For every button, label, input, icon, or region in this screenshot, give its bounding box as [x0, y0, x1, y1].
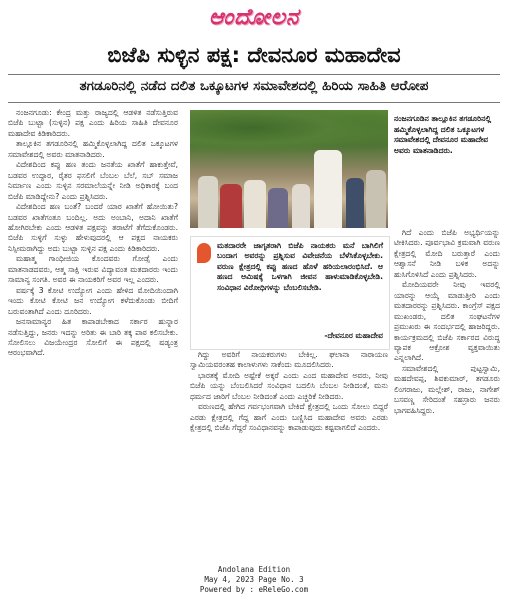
paragraph: ಗಿದ್ದು ಅವರಿಗೆ ನಾಯಕರುಗಳು ಬೇಕಿಲ್ಲ. ಘಲಾನಾ ನಾರಾಯಣ ಸ್ವಾಮಿಯವರಂತಹ ಕಾಲಾಳುಗಳು ಸಾಕೆಂದು ಮೂದಲಿಸಿದರು. [190, 350, 388, 370]
pull-quote-attribution: -ದೇವನೂರ ಮಹಾದೇವ [324, 331, 383, 340]
footer-powered-by: Powered by : eReleGo.com [199, 585, 309, 594]
subheadline-divider [8, 102, 500, 103]
article-headline: ಬಿಜೆಪಿ ಸುಳ್ಳಿನ ಪಕ್ಷ: ದೇವನೂರ ಮಹಾದೇವ [107, 43, 401, 67]
photo-person [366, 170, 386, 228]
photo-person [292, 184, 310, 228]
photo-person [220, 184, 242, 228]
photo-person [244, 180, 266, 228]
event-photo [190, 110, 388, 228]
paragraph: ಗಿದೆ ಎಂದು ಬಿಜೆಪಿ ಅಭ್ಯರ್ಥಿಯನ್ನು ಟೀಕಿಸಿದರು. ಪೂರ್ವಭಾವಿ ಕ್ರಮವಾಗಿ ವರುಣ ಕ್ಷೇತ್ರದಲ್ಲಿ ಮೋದಿ ಬರುತ್ತಾರೆ ಎಂದು ಆಶ್ವಾಸನೆ ನೀಡಿ ಬಳಿಕ ಅದನ್ನು ಹುಸಿಗೊಳಿಸಿದೆ ಎಂದು ಪ್ರಶ್ನಿಸಿದರು. [394, 228, 500, 279]
photo-caption: ನಂಜನಗೂಡಿನ ತಾಲ್ಲೂಕಿನ ತಗಡೂರಿನಲ್ಲಿ ಹಮ್ಮಿಕೊಳ್ಳಲಾಗಿದ್ದ ದಲಿತ ಒಕ್ಕೂಟಗಳ ಸಮಾವೇಶದಲ್ಲಿ ದೇವನೂರ ಮಹಾದೇವ ಅವರು ಮಾತನಾಡಿದರು. [394, 114, 492, 155]
paragraph: ಭಾರತಕ್ಕೆ ಮೋದಿ ಅಷ್ಟೇಕೆ ಅಕ್ಕರೆ ಎಂದು ಎಂದ ಮಹಾದೇವ ಅವರು, ನೀವು ಬಿಜೆಪಿ ಯನ್ನು ಬೆಂಬಲಿಸಿದರೆ ಸಂವಿಧಾನ ಬದಲಿಸಿ ಬೆಂಬಲ ನೀಡಿದಂತೆ, ಮನು ಧರ್ಮದ ಜಾರಿಗೆ ಬೆಂಬಲ ನೀಡಿದಂತೆ ಎಂದು ಎಚ್ಚರಿಕೆ ನೀಡಿದರು. [190, 370, 388, 401]
headline-divider [8, 74, 500, 75]
footer-date-page: May 4, 2023 Page No. 3 [204, 575, 304, 584]
article-column-2 [190, 350, 388, 578]
photo-trees [190, 110, 388, 155]
paragraph: ನಂಜನಗೂಡು: ಕೇಂದ್ರ ಮತ್ತು ರಾಜ್ಯದಲ್ಲಿ ಆಡಳಿತ ನಡೆಸುತ್ತಿರುವ ಬಿಜೆಪಿ ಬುಟ್ಟಾ (ಸುಳ್ಳಿನ) ಪಕ್ಷ ಎಂದು ಹಿರಿಯ ಸಾಹಿತಿ ದೇವನೂರ ಮಹಾದೇವ ಕಿಡಿಕಾರಿದರು. [8, 108, 178, 138]
page-footer [0, 565, 508, 595]
pull-quote [190, 236, 390, 350]
paragraph: ವಿದೇಶದಿಂದ ಹಣ ಬಂತೆ? ಬಂದರೆ ಯಾರ ಖಾತೆಗೆ ಹೋಯಿತು? ಬಡವರ ಖಾತೆಗಂತೂ ಬಂದಿಲ್ಲ. ಅದು ಅಂಬಾನಿ, ಅದಾನಿ ಖಾತೆಗೆ ಹೋಗಿರಬೇಕು ಎಂದು ಆಡಳಿತ ಪಕ್ಷವನ್ನು ತರಾಟೆಗೆ ತೆಗೆದುಕೊಂಡರು. ಬಿಜೆಪಿ ಸುಳ್ಳಿಗೆ ಸುಳ್ಳು ಹೇಳುವುದರಲ್ಲಿ ಆ ಪಕ್ಷದ ನಾಯಕರು ನಿಸ್ಸೀಮರಾಗಿದ್ದು ಅದು ಬುಟ್ಟಾ ಸುಳ್ಳಿನ ಪಕ್ಷ ಎಂದು ಕಿಡಿಕಾರಿದರು. [8, 202, 178, 253]
article-column-3 [394, 228, 500, 578]
newspaper-logo: ಆಂದೋಲನ [208, 4, 300, 30]
article-column-1 [8, 108, 178, 578]
paragraph: ವಿದೇಶದಿಂದ ಕಪ್ಪು ಹಣ ತಂದು ಜನತೆಯ ಖಾತೆಗೆ ಹಾಕುತ್ತೇವೆ, ಬಡವರ ಉದ್ಧಾರ, ರೈತರ ಫಸಲಿಗೆ ಬೆಂಬಲ ಬೆಲೆ, ಸಬ್ ಸಮಾಜ ನಿರ್ಮಾಣ ಎಂದು ಸುಳ್ಳಿನ ಸರಮಾಲೆಯನ್ನೇ ನೀಡಿ ಅಧಿಕಾರಕ್ಕೆ ಬಂದ ಬಿಜೆಪಿ ಮಾಡಿದ್ದೇನು? ಎಂದು ಪ್ರಶ್ನಿಸಿದರು. [8, 160, 178, 201]
paragraph: ಸಮಾವೇಶದಲ್ಲಿ ಪುಟ್ಟಸ್ವಾಮಿ, ಮಹದೇವಪ್ಪ, ಶಿವಕುಮಾರ್, ತಗಡೂರು ಲಿಂಗರಾಜು, ಮಲ್ಲೇಶ್, ರಾಜು, ನಾಗೇಶ್ ಬಸವಣ್ಣ ಸೇರಿದಂತೆ ಸಹಸ್ರಾರು ಜನರು ಭಾಗವಹಿಸಿದ್ದರು. [394, 363, 500, 415]
paragraph: ತಾಲ್ಲೂಕಿನ ತಗಡೂರಿನಲ್ಲಿ ಹಮ್ಮಿಕೊಳ್ಳಲಾಗಿದ್ದ ದಲಿತ ಒಕ್ಕೂಟಗಳ ಸಮಾವೇಶದಲ್ಲಿ ಅವರು ಮಾತನಾಡಿದರು. [8, 139, 178, 159]
paragraph: ಮಹಾತ್ಮ ಗಾಂಧೀಜಿಯ ಕೊಂದವರು ಗೋಡ್ಸೆ ಎಂದು ಮಾತನಾಡದವರು, ಆತ್ಮ ಸಾಕ್ಷಿ ಇರುವ ವಿದ್ಯಾವಂತ ಮತದಾರರು ಇಂದು ಸಾಮಾನ್ಯ ಸಂಗತಿ. ಅವರ ಈ ನಾಯಕರಿಗೆ ಅವರ ಇಲ್ಲ ಎಂದರು. [8, 254, 178, 285]
paragraph: ಮೋದಿಯವರೇ ನೀವು ಇವರಲ್ಲಿ ಯಾರನ್ನು ಆಯ್ಕೆ ಮಾಡುತ್ತೀರಿ ಎಂದು ಮತದಾರರನ್ನು ಪ್ರಶ್ನಿಸಿದರು. ಕಾಂಗ್ರೆಸ್ ಪಕ್ಷದ ಮುಖಂಡರು, ದಲಿತ ಸಂಘಟನೆಗಳ ಪ್ರಮುಖರು ಈ ಸಂದರ್ಭದಲ್ಲಿ ಹಾಜರಿದ್ದರು. ಕಾರ್ಯಕ್ರಮದಲ್ಲಿ ಬಿಜೆಪಿ ಸರ್ಕಾರದ ವಿರುದ್ಧ ವ್ಯಾಪಕ ಆಕ್ರೋಶ ವ್ಯಕ್ತವಾಯಿತು ಎನ್ನಲಾಗಿದೆ. [394, 280, 500, 363]
photo-speaker [314, 150, 342, 228]
footer-edition: Andolana Edition [217, 565, 291, 574]
pull-quote-text: ಮತದಾರರೇ ಜಾಗೃತರಾಗಿ ಬಿಜೆಪಿ ನಾಯಕರು ಮನೆ ಬಾಗಿಲಿಗೆ ಬಂದಾಗ ಅವರನ್ನು ಪ್ರಶ್ನಿಸುವ ವಿವೇಚನೆಯ ಬೆಳೆಸಿಕೊಳ್ಳಬೇಕು. ವರುಣ ಕ್ಷೇತ್ರದಲ್ಲಿ ಕಪ್ಪು ಹಣದ ಹೊಳೆ ಹರಿಯಲಾರಂಭಿಸಿದೆ. ಆ ಹಣದ ಆಮಿಷಕ್ಕೆ ಒಳಗಾಗಿ ಜೀವನ ಹಾಳುಮಾಡಿಕೊಳ್ಳಬೇಡಿ. ಸಂವಿಧಾನ ವಿರೋಧಿಗಳನ್ನು ಬೆಂಬಲಿಸಬೇಡಿ. [217, 241, 383, 292]
masthead [0, 0, 508, 36]
paragraph: ವರ್ಷಕ್ಕೆ 3 ಕೋಟಿ ಉದ್ಯೋಗ ಎಂದು ಹೇಳಿದ ಮೋದಿಯಿಂದಾಗಿ ಇಂದು ಕೋಟಿ ಕೋಟಿ ಜನ ಉದ್ಯೋಗ ಕಳೆದುಕೊಂಡು ಬೀದಿಗೆ ಬರುವಂತಾಗಿದೆ ಎಂದು ದೂರಿದರು. [8, 285, 178, 316]
article-subheadline: ತಗಡೂರಿನಲ್ಲಿ ನಡೆದ ದಲಿತ ಒಕ್ಕೂಟಗಳ ಸಮಾವೇಶದಲ್ಲಿ ಹಿರಿಯ ಸಾಹಿತಿ ಆರೋಪ [79, 78, 429, 94]
photo-person [346, 178, 364, 228]
photo-person [198, 176, 218, 228]
quote-mark-icon [197, 243, 211, 263]
paragraph: ಜನಸಾಮಾನ್ಯರ ಹಿತ ಕಾಪಾಡಬೇಕಾದ ಸರ್ಕಾರ ಹುನ್ನಾರ ನಡೆಸುತ್ತಿದ್ದು, ಜನರು ಇದನ್ನು ಅರಿತು ಈ ಬಾರಿ ತಕ್ಕ ಪಾಠ ಕಲಿಸಬೇಕು. ಸೋಲಿಸಲು ವಿಜಯೇಂದ್ರರ ಸೋಲಿಗೆ ಈ ಪಕ್ಷದಲ್ಲಿ ಷಡ್ಯಂತ್ರ ಆರಂಭವಾಗಿದೆ. [8, 317, 178, 358]
paragraph: ವರುಣದಲ್ಲಿ ಹೇಗಿದ ಗರ್ವಭಂಗವಾಗಿ ಬೇಕಿದೆ ಕ್ಷೇತ್ರದಲ್ಲಿ ಒಂದು ಸೋಲು ಬಿದ್ದರೆ ಎರಡು ಕ್ಷೇತ್ರದಲ್ಲಿ ಗೆದ್ದ ಹಾಗೆ ಎಂದು ಬಣ್ಣಿಸಿದ ಮಹಾದೇವ ಅವರು ಎರಡು ಕ್ಷೇತ್ರದಲ್ಲಿ ಬಿಜೆಪಿ ಗೆದ್ದರೆ ಸಂವಿಧಾನವನ್ನು ಕಾಪಾಡುವುದು ಕಷ್ಟವಾಗಲಿದೆ ಎಂದರು. [190, 402, 388, 433]
photo-person [268, 188, 288, 228]
